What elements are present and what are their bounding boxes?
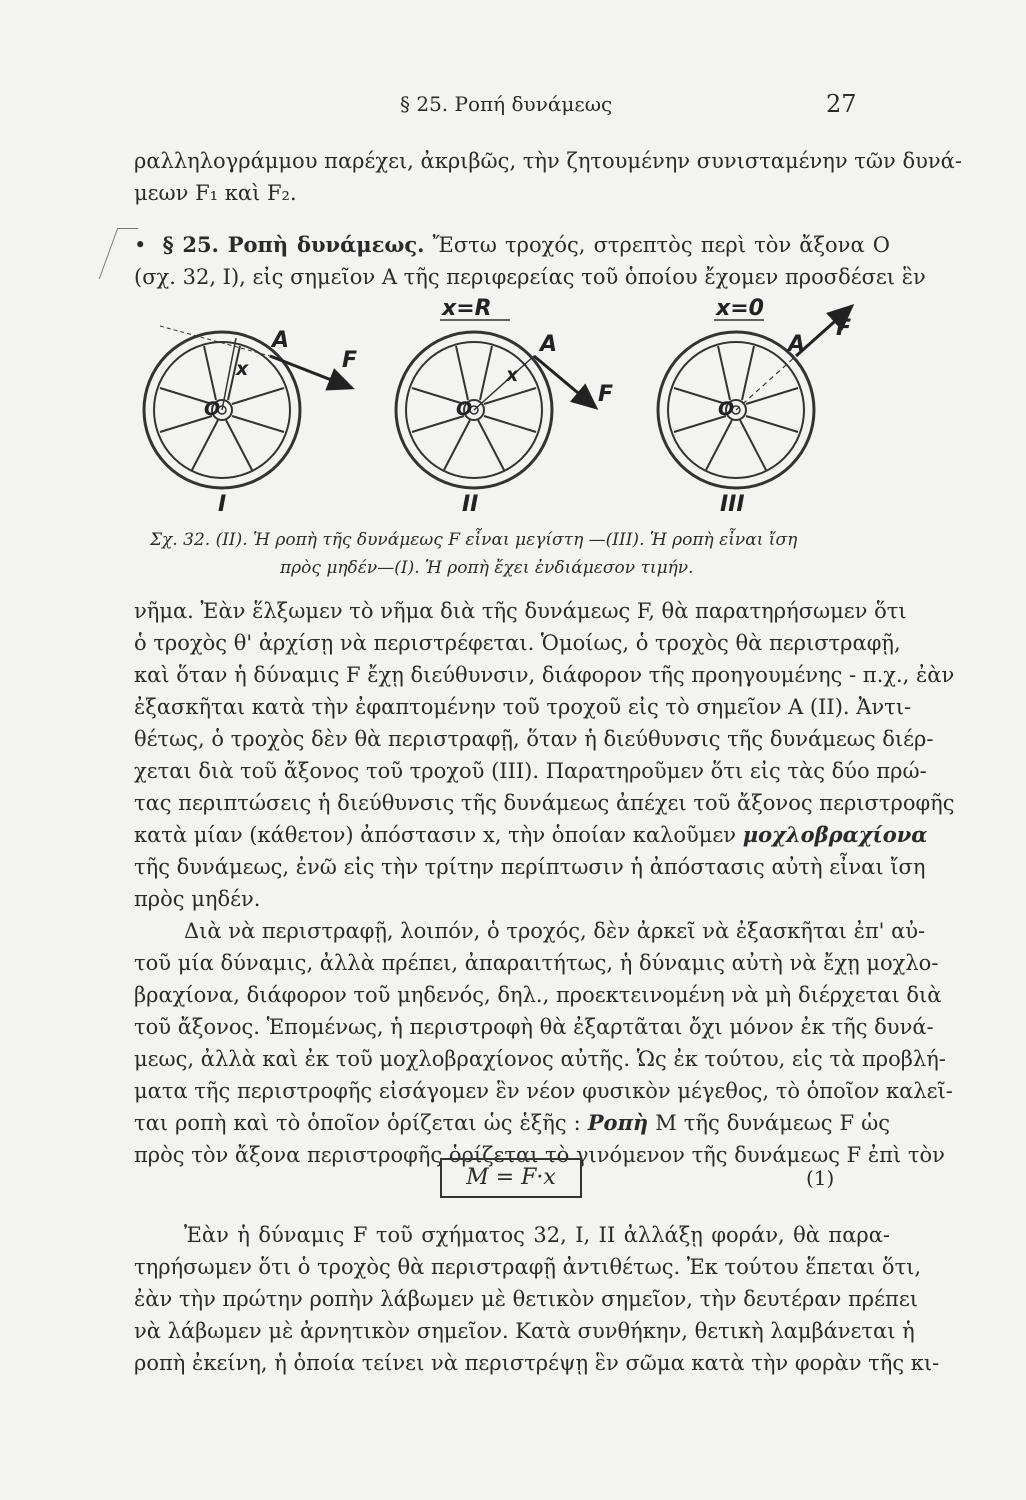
text-line: νῆμα. Ἐὰν ἕλξωμεν τὸ νῆμα διὰ τῆς δυνάμεως F, θὰ παρατηρήσωμεν ὅτι xyxy=(134,599,907,623)
term-lever-arm: μοχλοβραχίονα xyxy=(742,822,928,847)
wheel-3 xyxy=(658,306,852,488)
section-heading: § 25. Ροπὴ δυνάμεως. xyxy=(162,232,425,257)
label-force-f-3: F xyxy=(836,316,852,341)
text-line: τας περιπτώσεις ἡ διεύθυνσις τῆς δυνάμεως ἀπέχει τοῦ ἄξονος περιστροφῆς xyxy=(134,791,955,815)
label-force-f-2: F xyxy=(598,382,614,407)
text-line: ἐξασκῆται κατὰ τὴν ἐφαπτομένην τοῦ τροχοῦ εἰς τὸ σημεῖον A (II). Ἀντι- xyxy=(134,695,912,719)
label-force-f-1: F xyxy=(342,348,358,373)
page-number: 27 xyxy=(826,90,857,118)
page-header xyxy=(0,92,1026,122)
text-line: βραχίονα, διάφορον τοῦ μηδενός, δηλ., προεκτεινομένη νὰ μὴ διέρχεται διὰ xyxy=(134,983,942,1007)
text-line xyxy=(134,1110,890,1136)
wheel-2 xyxy=(396,320,596,488)
figure-32 xyxy=(120,292,910,530)
wheel-1 xyxy=(144,326,352,488)
label-arm-x-2: x xyxy=(506,364,519,386)
text-line: καὶ ὅταν ἡ δύναμις F ἔχῃ διεύθυνσιν, διάφορον τῆς προηγουμένης - π.χ., ἐὰν xyxy=(134,663,955,687)
text-span: ται ροπὴ καὶ τὸ ὁποῖον ὁρίζεται ὡς ἑξῆς : xyxy=(134,1111,588,1135)
margin-mark xyxy=(99,228,139,279)
term-moment: Ροπὴ xyxy=(587,1110,649,1135)
text-line: Ἐὰν ἡ δύναμις F τοῦ σχήματος 32, I, II ἀλλάξῃ φοράν, θὰ παρα- xyxy=(184,1223,890,1247)
section-heading-rest: Ἔστω τροχός, στρεπτὸς περὶ τὸν ἄξονα O xyxy=(424,233,890,257)
text-line: ραλληλογράμμου παρέχει, ἀκριβῶς, τὴν ζητουμένην συνισταμένην τῶν δυνά- xyxy=(134,149,962,173)
text-line: πρὸς τὸν ἄξονα περιστροφῆς ὁρίζεται τὸ γινόμενον τῆς δυνάμεως F ἐπὶ τὸν xyxy=(134,1143,945,1167)
text-line: τῆς δυνάμεως, ἐνῶ εἰς τὴν τρίτην περίπτωσιν ἡ ἀπόστασις αὐτὴ εἶναι ἴση xyxy=(134,855,926,879)
text-line xyxy=(134,822,928,848)
equation-box: M = F·x xyxy=(440,1158,582,1198)
label-arm-x-1: x xyxy=(236,358,249,380)
text-line: (σχ. 32, I), εἰς σημεῖον A τῆς περιφερείας τοῦ ὁποίου ἔχομεν προσδέσει ἓν xyxy=(134,265,926,289)
label-numeral-1: I xyxy=(218,492,227,517)
text-line: μεων F₁ καὶ F₂. xyxy=(134,181,297,205)
text-line: πρὸς μηδέν. xyxy=(134,887,261,911)
text-line: χεται διὰ τοῦ ἄξονος τοῦ τροχοῦ (III). Παρατηροῦμεν ὅτι εἰς τὰς δύο πρώ- xyxy=(134,759,927,783)
text-line: ματα τῆς περιστροφῆς εἰσάγομεν ἓν νέον φυσικὸν μέγεθος, τὸ ὁποῖον καλεῖ- xyxy=(134,1079,953,1103)
text-line: τηρήσωμεν ὅτι ὁ τροχὸς θὰ περιστραφῇ ἀντιθέτως. Ἐκ τούτου ἕπεται ὅτι, xyxy=(134,1255,922,1279)
figure-caption-line-2: πρὸς μηδέν—(I). Ἡ ροπὴ ἔχει ἐνδιάμεσον τιμήν. xyxy=(280,558,694,578)
label-center-o-2: O xyxy=(456,398,473,420)
label-numeral-2: II xyxy=(462,492,479,517)
text-line: τοῦ ἄξονος. Ἑπομένως, ἡ περιστροφὴ θὰ ἐξαρτᾶται ὄχι μόνον ἐκ τῆς δυνά- xyxy=(134,1015,934,1039)
text-line: θέτως, ὁ τροχὸς δὲν θὰ περιστραφῇ, ὅταν ἡ διεύθυνσις τῆς δυνάμεως διέρ- xyxy=(134,727,934,751)
label-point-a-1: A xyxy=(272,328,290,353)
section-heading-line xyxy=(134,232,890,258)
wheel-diagram xyxy=(120,292,910,530)
label-point-a-3: A xyxy=(788,332,806,357)
text-line: τοῦ μία δύναμις, ἀλλὰ πρέπει, ἀπαραιτήτως, ἡ δύναμις αὐτὴ νὰ ἔχῃ μοχλο- xyxy=(134,951,939,975)
equation-number: (1) xyxy=(806,1166,835,1190)
text-line: ὁ τροχὸς θ' ἀρχίσῃ νὰ περιστρέφεται. Ὁμοίως, ὁ τροχὸς θὰ περιστραφῇ, xyxy=(134,631,901,655)
text-span: M τῆς δυνάμεως F ὡς xyxy=(648,1111,890,1135)
text-span: κατὰ μίαν (κάθετον) ἀπόστασιν x, τὴν ὁποίαν καλοῦμεν xyxy=(134,823,743,847)
running-title: § 25. Ροπή δυνάμεως xyxy=(400,92,613,116)
label-center-o-1: O xyxy=(204,398,221,420)
text-line: μεως, ἀλλὰ καὶ ἐκ τοῦ μοχλοβραχίονος αὐτῆς. Ὡς ἐκ τούτου, εἰς τὰ προβλή- xyxy=(134,1047,946,1071)
label-center-o-3: O xyxy=(718,398,735,420)
text-line: ροπὴ ἐκείνη, ἡ ὁποία τείνει νὰ περιστρέψῃ ἓν σῶμα κατὰ τὴν φορὰν τῆς κι- xyxy=(134,1351,940,1375)
text-line: ἐὰν τὴν πρώτην ροπὴν λάβωμεν μὲ θετικὸν σημεῖον, τὴν δευτέραν πρέπει xyxy=(134,1287,918,1311)
label-condition-3: x=0 xyxy=(716,296,764,321)
text-line: Διὰ νὰ περιστραφῇ, λοιπόν, ὁ τροχός, δὲν ἀρκεῖ νὰ ἐξασκῆται ἐπ' αὐ- xyxy=(184,919,926,943)
label-condition-2: x=R xyxy=(442,296,492,321)
figure-caption-line-1: Σχ. 32. (II). Ἡ ροπὴ τῆς δυνάμεως F εἶναι μεγίστη —(III). Ἡ ροπὴ εἶναι ἴση xyxy=(150,530,798,550)
label-point-a-2: A xyxy=(540,332,558,357)
text-line: νὰ λάβωμεν μὲ ἀρνητικὸν σημεῖον. Κατὰ συνθήκην, θετικὴ λαμβάνεται ἡ xyxy=(134,1319,915,1343)
label-numeral-3: III xyxy=(720,492,745,517)
bullet: • xyxy=(134,233,147,257)
